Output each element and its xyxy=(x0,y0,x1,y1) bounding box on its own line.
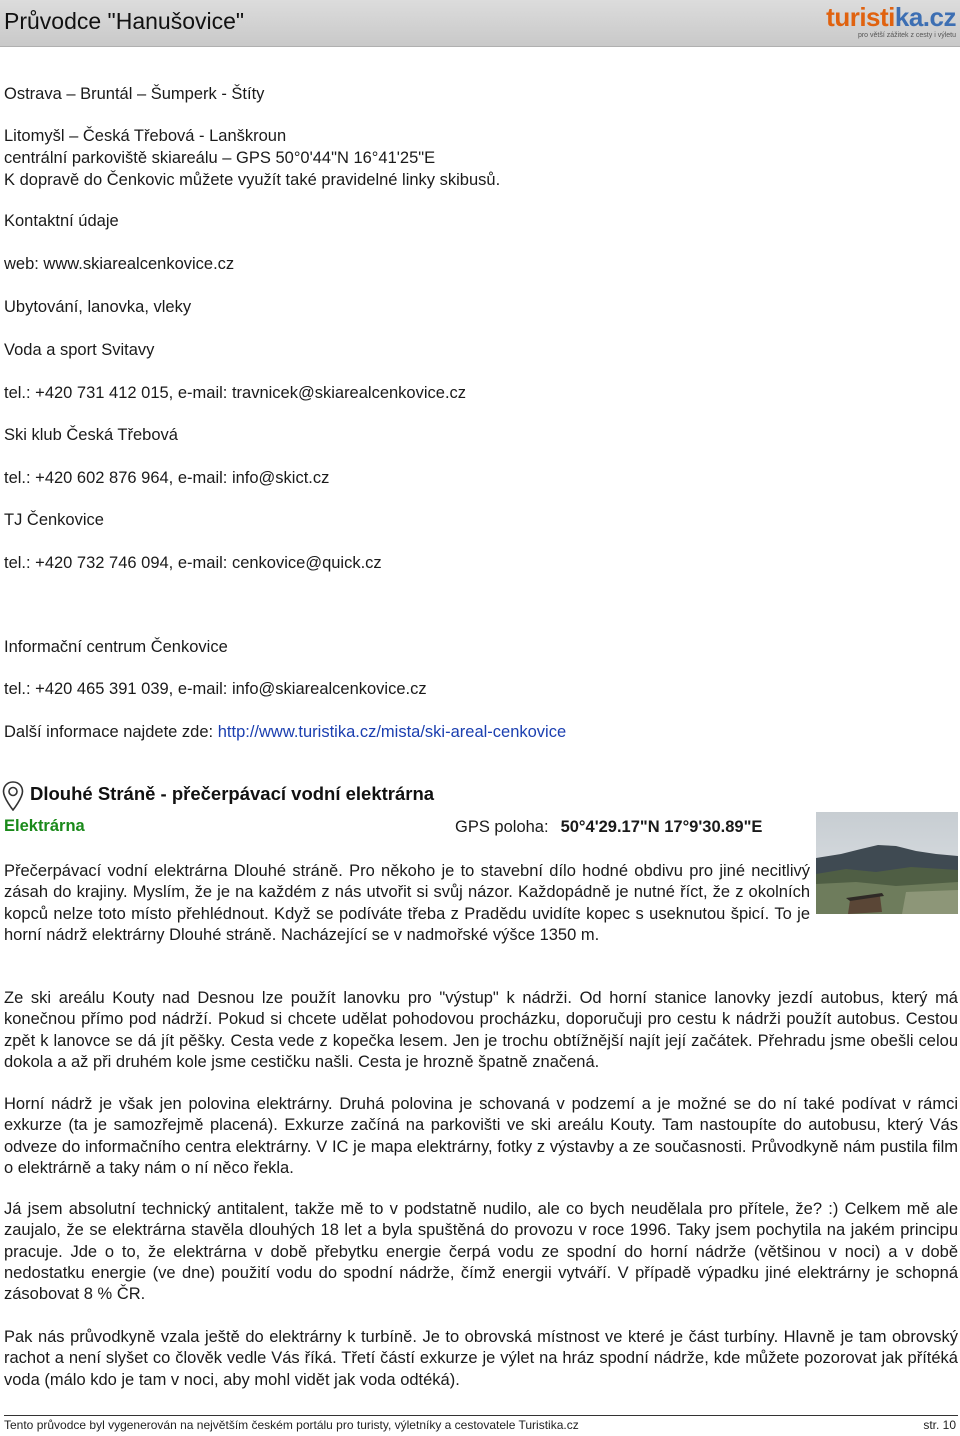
place-title: Dlouhé Stráně - přečerpávací vodní elektrárna xyxy=(30,783,435,804)
more-info-label: Další informace najdete zde: xyxy=(4,723,214,741)
turistika-logo[interactable] xyxy=(826,2,956,42)
paragraph-access: Ze ski areálu Kouty nad Desnou lze použít lanovku pro "výstup" k nádrži. Od horní stanice lanovky jezdí autobus, který má konečnou přímo pod nádrží. Pokud si chcete udělat pohodovou procházku, doporučuji pro cestu k nádrži použít autobus. Cestou zpět k lanovce se dá jít pěšky. Cesta vede z kopečka lesem. Jen je trochu obtížnější najít její začátek. Přehradu jsme obešli celou dokola a až při druhém kole jsme cestičku našli. Cesta je hrozně špatně značená. xyxy=(4,989,958,1071)
tj-label: TJ Čenkovice xyxy=(4,511,104,529)
gps-label: GPS poloha: xyxy=(455,818,549,836)
paragraph-impressions: Já jsem absolutní technický antitalent, takže mě to v podstatně nudilo, ale co bych neudělala pro přítele, že? :) Celkem mě ale zaujalo, že se elektrárna stavěla dlouhých 18 let a byla spuštěná do provozu v roce 1996. Taky jsem pochytila na jakém principu pracuje. Jde o to, že elektrárna v době přebytku energie čerpá vodu ze spodní do horní nádrže (většinou v noci) a v době nedostatku energie (ve dne) použití vodu do spodní nádrže, čímž energii vytváří. V případě výpadku jiné elektrárny je schopná zásobovat 8 % ČR. xyxy=(4,1200,958,1304)
place-photo[interactable] xyxy=(816,812,958,914)
web-address: web: www.skiarealcenkovice.cz xyxy=(4,255,235,273)
place-intro: Přečerpávací vodní elektrárna Dlouhé stráně. Pro někoho je to stavební dílo hodné obdivu pro jiné necitlivý zásah do krajiny. Myslím, že je na každém z nás utvořit si svůj názor. Každopádně je nutné říct, že z okolních kopců nelze toto místo přehlédnout. Když se podíváte třeba z Pradědu uvidíte kopec s useknutou špicí. To je horní nádrž elektrárny Dlouhé stráně. Nacházející se v nadmořské výšce 1350 m. xyxy=(4,862,810,944)
voda-sport-label: Voda a sport Svitavy xyxy=(4,341,155,359)
route-litomysl: Litomyšl – Česká Třebová - Lanškroun xyxy=(4,127,287,145)
more-info-link[interactable]: http://www.turistika.cz/mista/ski-areal-cenkovice xyxy=(217,723,567,741)
route-ostrava: Ostrava – Bruntál – Šumperk - Štíty xyxy=(4,85,265,103)
place-category: Elektrárna xyxy=(4,817,85,835)
info-centre-contact: tel.: +420 465 391 039, e-mail: info@skiarealcenkovice.cz xyxy=(4,680,427,698)
ski-club-label: Ski klub Česká Třebová xyxy=(4,426,178,444)
voda-sport-contact: tel.: +420 731 412 015, e-mail: travnicek@skiarealcenkovice.cz xyxy=(4,384,467,402)
more-info-line xyxy=(4,722,566,742)
tj-contact: tel.: +420 732 746 094, e-mail: cenkovice@quick.cz xyxy=(4,554,382,572)
footer-note: Tento průvodce byl vygenerován na největším českém portálu pro turisty, výletníky a cestovatele Turistika.cz xyxy=(4,1418,579,1432)
skibus-note: K dopravě do Čenkovic můžete využít také pravidelné linky skibusů. xyxy=(4,171,501,189)
parking-gps: centrální parkoviště skiareálu – GPS 50°0'44"N 16°41'25"E xyxy=(4,149,436,167)
info-centre-label: Informační centrum Čenkovice xyxy=(4,638,228,656)
footer-divider xyxy=(4,1415,958,1416)
map-pin-icon xyxy=(2,781,24,811)
page-number: str. 10 xyxy=(923,1418,956,1432)
lodging-label: Ubytování, lanovka, vleky xyxy=(4,298,192,316)
guide-title: Průvodce "Hanušovice" xyxy=(4,8,245,34)
logo-tagline: pro větší zážitek z cesty i výletu xyxy=(857,32,956,39)
logo-wordmark: turistika.cz xyxy=(826,2,956,32)
paragraph-excursion: Horní nádrž je však jen polovina elektrárny. Druhá polovina je schovaná v podzemí a je možné se do ní také podívat v rámci exkurze (ta je samozřejmě placená). Exkurze začíná na parkovišti ve ski areálu Kouty. Tam nastoupíte do autobusu, který Vás odveze do informačního centra elektrárny. V IC je mapa elektrárny, fotky z výstavby a ze současnosti. Průvodkyně nám pustila film o elektrárně a taky nám o ní něco řekla. xyxy=(4,1095,958,1177)
ski-club-contact: tel.: +420 602 876 964, e-mail: info@skict.cz xyxy=(4,469,330,487)
header-bar xyxy=(0,0,960,47)
contact-heading: Kontaktní údaje xyxy=(4,212,119,230)
place-gps xyxy=(455,818,762,837)
gps-value: 50°4'29.17"N 17°9'30.89"E xyxy=(560,818,763,836)
paragraph-turbine: Pak nás průvodkyně vzala ještě do elektrárny k turbíně. Je to obrovská místnost ve které je část turbíny. Hlavně je tam obrovský rachot a není slyšet co člověk vedle Vás říká. Třetí částí exkurze je výlet na hráz spodní nádrže, kde můžete pozorovat jak přítéká voda (málo kdo je tam v noci, aby mohl vidět jak voda odtéká). xyxy=(4,1328,958,1389)
